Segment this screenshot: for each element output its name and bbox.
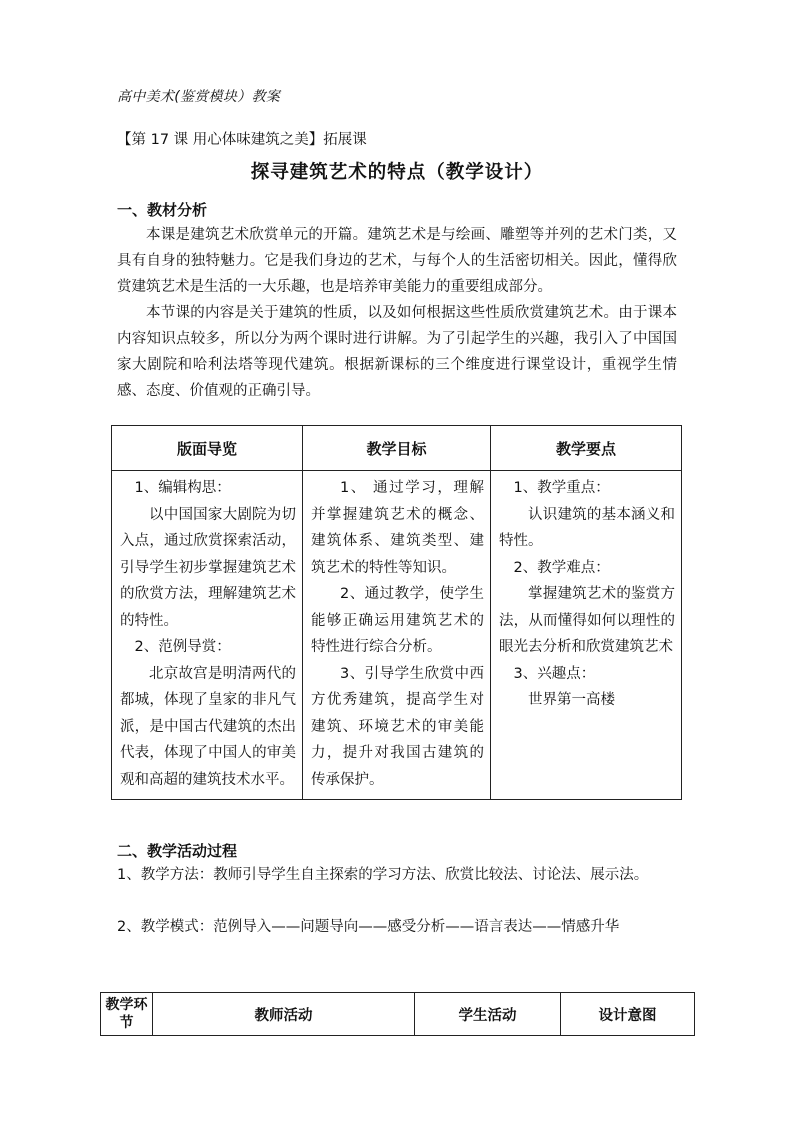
cell-text: 掌握建筑艺术的鉴赏方法，从而懂得如何以理性的眼光去分析和欣赏建筑艺术 [499,586,675,655]
table-header-row [101,993,695,1036]
cell-text: 认识建筑的基本涵义和特性。 [499,506,675,549]
section-heading-materials: 一、教材分析 [117,201,208,219]
cell-text: 北京故宫是明清两代的都城，体现了皇家的非凡气派，是中国古代建筑的杰出代表，体现了中国人的审美观和高超的建筑技术水平。 [120,665,296,788]
table-header-cell: 教师活动 [153,993,415,1036]
cell-text: 世界第一高楼 [528,692,615,708]
table-header-cell: 版面导览 [112,426,303,471]
table-header-cell: 设计意图 [561,993,695,1036]
table-header-cell: 教学环节 [101,993,153,1036]
teaching-method: 1、教学方法：教师引导学生自主探索的学习方法、欣赏比较法、讨论法、展示法。 [117,867,649,883]
paragraph: 本课是建筑艺术欣赏单元的开篇。建筑艺术是与绘画、雕塑等并列的艺术门类，又具有自身的独特魅力。它是我们身边的艺术，与每个人的生活密切相关。因此，懂得欣赏建筑艺术是生活的一大乐趣，也是培养审美能力的重要组成部分。 [117,227,677,295]
paragraph: 本节课的内容是关于建筑的性质，以及如何根据这些性质欣赏建筑艺术。由于课本内容知识点较多，所以分为两个课时进行讲解。为了引起学生的兴趣，我引入了中国国家大剧院和哈利法塔等现代建筑。根据新课标的三个维度进行课堂设计，重视学生情感、态度、价值观的正确引导。 [117,305,677,399]
table-row [112,471,682,800]
cell-subheading: 1、教学重点： [513,480,610,496]
lesson-line: 【第 17 课 用心体味建筑之美】拓展课 [117,132,367,148]
cell-subheading: 1、编辑构思： [134,480,231,496]
table-cell-layout-guide [112,471,303,800]
cell-text: 以中国国家大剧院为切入点，通过欣赏探索活动，引导学生初步掌握建筑艺术的欣赏方法，理解建筑艺术的特性。 [120,506,296,629]
cell-text: 2、通过教学，使学生能够正确运用建筑艺术的特性进行综合分析。 [311,586,484,655]
table-header-cell: 教学目标 [303,426,491,471]
main-title: 探寻建筑艺术的特点（教学设计） [250,162,544,183]
table-header-cell: 教学要点 [491,426,682,471]
cell-subheading: 3、兴趣点： [513,665,596,682]
table-header-row [112,426,682,471]
cell-subheading: 2、范例导赏： [134,639,231,655]
cell-text: 1、 通过学习，理解并掌握建筑艺术的概念、建筑体系、建筑类型、建筑艺术的特性等知识。 [311,480,484,576]
activity-table [100,992,695,1036]
header-note: 高中美术(鉴赏模块）教案 [117,89,281,105]
table-cell-key-points [491,471,682,800]
table-header-cell: 学生活动 [415,993,561,1036]
overview-table [111,425,682,800]
table-cell-objectives [303,471,491,800]
cell-text: 3、引导学生欣赏中西方优秀建筑，提高学生对建筑、环境艺术的审美能力，提升对我国古建筑的传承保护。 [311,665,484,788]
cell-subheading: 2、教学难点： [513,559,610,576]
section-heading-process: 二、教学活动过程 [117,842,238,860]
teaching-mode: 2、教学模式：范例导入——问题导向——感受分析——语言表达——情感升华 [117,919,620,935]
